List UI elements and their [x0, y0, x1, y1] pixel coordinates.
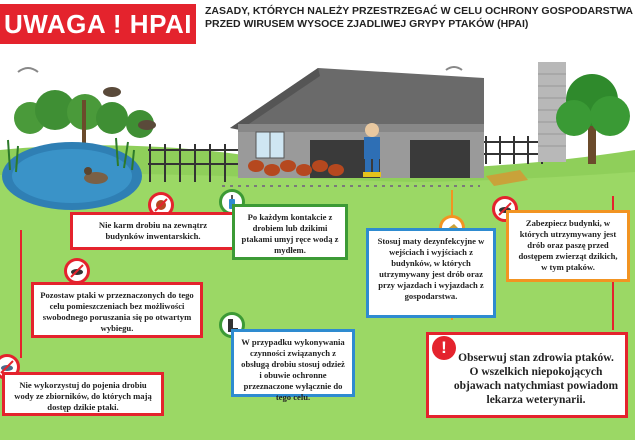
warning-banner: UWAGA ! HPAI [0, 4, 196, 44]
fence-right [484, 136, 545, 164]
tree-icon [14, 90, 154, 145]
rule-keep-birds-indoors: Pozostaw ptaki w przeznaczonych do tego celu pomieszczeniach bez możliwości swobodnego poruszania się po otwartym wybiegu. [31, 282, 203, 338]
health-monitoring-alert [426, 332, 628, 418]
poultry-barn [230, 68, 484, 178]
exclamation-icon: ! [432, 336, 456, 360]
rule-no-wild-water: Nie wykorzystuj do pojenia drobiu wody ze zbiorników, do których mają dostęp dzikie ptaki. [2, 372, 164, 416]
rule-protective-clothing: W przypadku wykonywania czynności związanych z obsługą drobiu stosuj odzież i obuwie ochronne przeznaczone wyłącznie do tego celu. [231, 329, 355, 397]
keep-indoors-badge [64, 258, 90, 284]
rule-wash-hands: Po każdym kontakcie z drobiem lub dzikimi ptakami umyj ręce wodą z mydłem. [232, 204, 348, 260]
chicken-prohibited-icon [153, 197, 169, 213]
bird-prohibited-icon [69, 263, 85, 279]
tree-icon [556, 74, 630, 164]
alert-text: Obserwuj stan zdrowia ptaków. O wszelkich niepokojących objawach natychmiast powiadom lekarza weterynarii. [453, 352, 619, 406]
rule-no-outdoor-feeding: Nie karm drobiu na zewnątrz budynków inwentarskich. [70, 212, 236, 250]
page-title: ZASADY, KTÓRYCH NALEŻY PRZESTRZEGAĆ W CELU OCHRONY GOSPODARSTWA PRZED WIRUSEM WYSOCE ZJADLIWEJ GRYPY PTAKÓW (HPAI) [205, 5, 633, 30]
rule-secure-buildings: Zabezpiecz budynki, w których utrzymywany jest drób oraz paszę przed dostępem zwierząt dzikich, w tym ptaków. [506, 210, 630, 282]
rule-disinfection-mats: Stosuj maty dezynfekcyjne w wejściach i wyjściach z budynków, w których utrzymywany jest drób oraz przy wjazdach i wyjazdach z gospodarstwa. [366, 228, 496, 318]
